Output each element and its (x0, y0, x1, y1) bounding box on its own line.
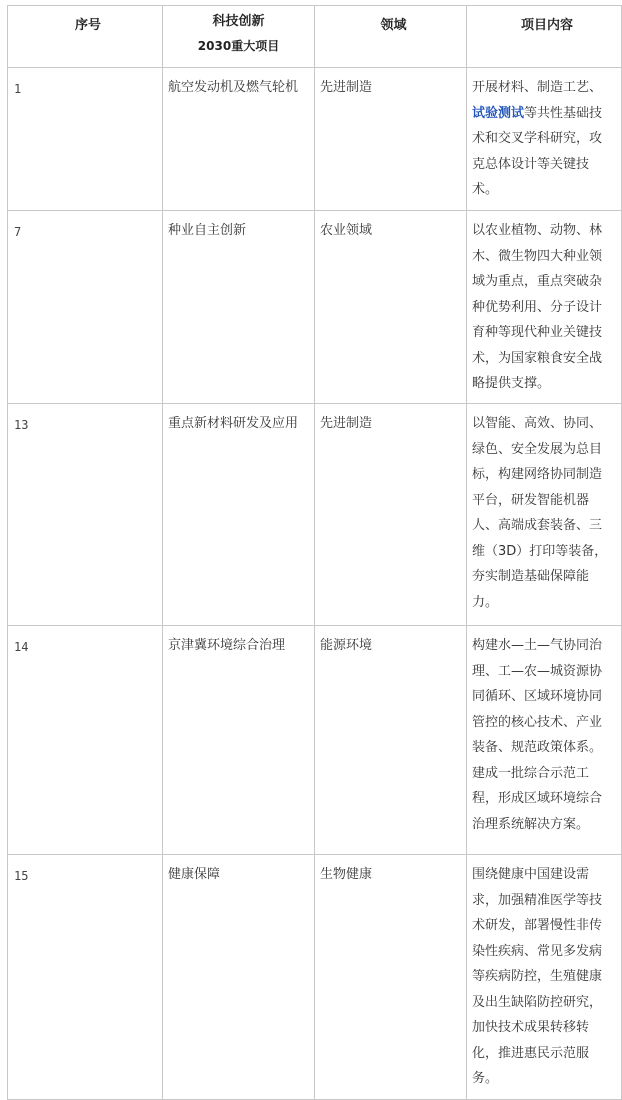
row-field: 农业领域 (320, 223, 373, 238)
row-content: 以农业植物、动物、林木、微生物四大种业领域为重点，重点突破杂种优势利用、分子设计育种等现代种业关键技术，为国家粮食安全战略提供支撑。 (472, 223, 603, 391)
row-field: 生物健康 (320, 867, 373, 882)
row-project-name: 重点新材料研发及应用 (168, 416, 299, 431)
row-content: 围绕健康中国建设需求，加强精准医学等技术研发，部署慢性非传染性疾病、常见多发病等疾病防控，生殖健康及出生缺陷防控研究，加快技术成果转移转化，推进惠民示范服务。 (472, 867, 603, 1086)
row-seq: 7 (14, 225, 22, 239)
row-seq: 14 (14, 640, 29, 654)
header-field: 领域 (315, 6, 467, 68)
highlight-link[interactable]: 试验测试 (472, 105, 525, 121)
table-row (8, 626, 622, 855)
row-project-name: 京津冀环境综合治理 (168, 638, 286, 653)
row-content: 构建水—土—气协同治理、工—农—城资源协同循环、区域环境协同管控的核心技术、产业装备、规范政策体系。建成一批综合示范工程，形成区域环境综合治理系统解决方案。 (472, 638, 603, 832)
projects-table (7, 5, 622, 1100)
table-header-row (8, 6, 622, 68)
row-content: 开展材料、制造工艺、试验测试等共性基础技术和交叉学科研究，攻克总体设计等关键技术。 (472, 80, 603, 197)
row-field: 能源环境 (320, 638, 373, 653)
row-project-name: 航空发动机及燃气轮机 (168, 80, 299, 95)
row-content: 以智能、高效、协同、绿色、安全发展为总目标，构建网络协同制造平台，研发智能机器人、高端成套装备、三维（3D）打印等装备，夯实制造基础保障能力。 (472, 416, 608, 610)
header-project (163, 6, 315, 68)
table-row (8, 855, 622, 1100)
row-project-name: 健康保障 (168, 867, 221, 882)
header-project-line1: 科技创新 (212, 14, 265, 29)
table-row (8, 211, 622, 404)
header-seq: 序号 (8, 6, 163, 68)
header-content: 项目内容 (467, 6, 622, 68)
row-field: 先进制造 (320, 416, 373, 431)
row-field: 先进制造 (320, 80, 373, 95)
row-seq: 1 (14, 82, 22, 96)
row-project-name: 种业自主创新 (168, 223, 247, 238)
header-project-line2: 2030重大项目 (197, 39, 280, 53)
row-seq: 13 (14, 418, 29, 432)
table-row (8, 404, 622, 626)
table-row (8, 68, 622, 211)
row-seq: 15 (14, 869, 29, 883)
